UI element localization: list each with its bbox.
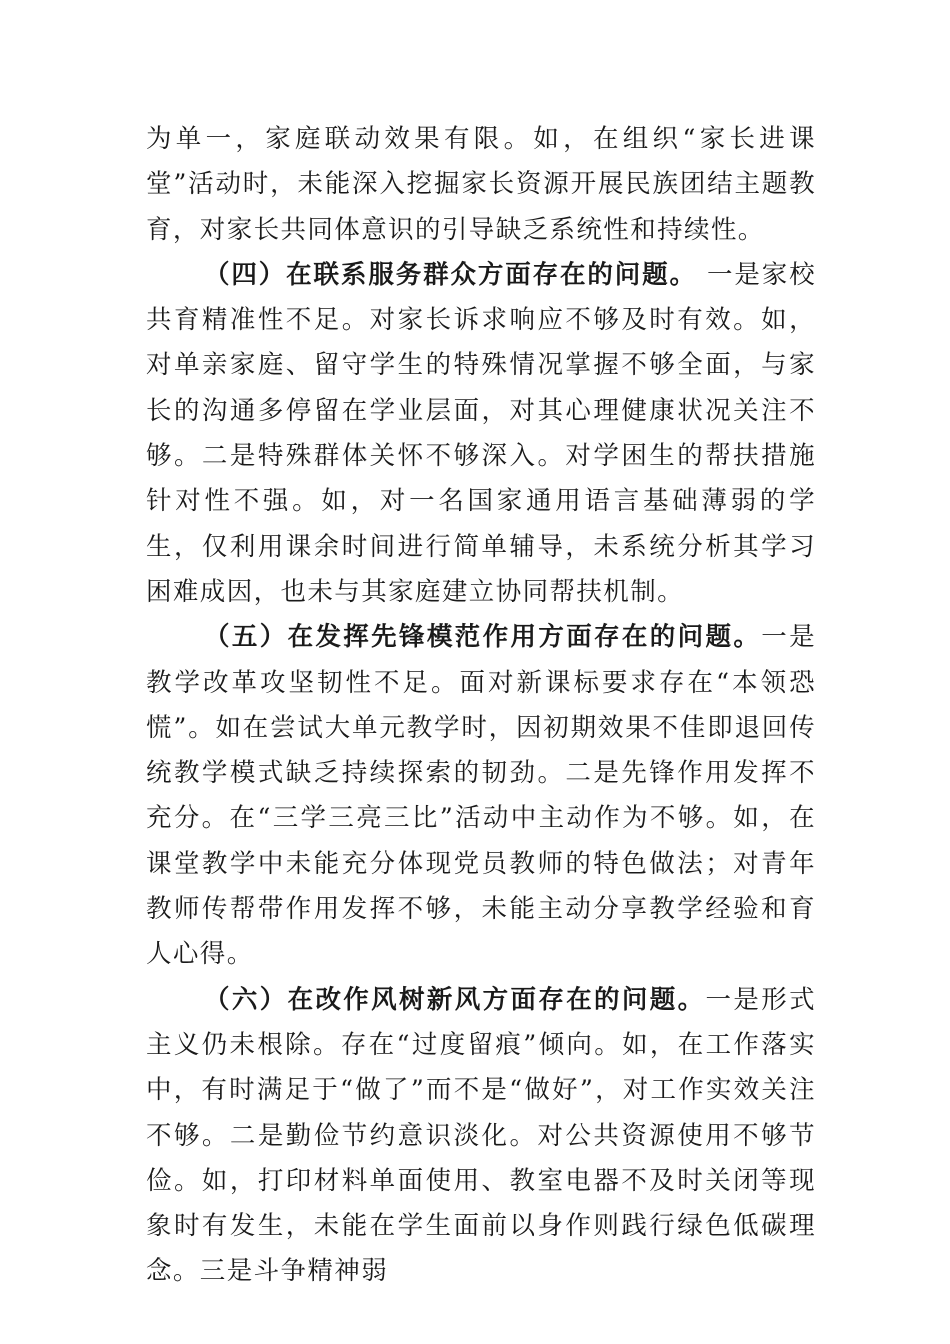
paragraph-continuation [146,117,816,253]
paragraph-section-4 [146,253,816,615]
paragraph-section-6 [146,978,816,1295]
section-5-body: 一是教学改革攻坚韧性不足。面对新课标要求存在“本领恐慌”。如在尝试大单元教学时，因初期效果不佳即退回传统教学模式缺乏持续探索的韧劲。二是先锋作用发挥不充分。在“三学三亮三比”活动中主动作为不够。如，在课堂教学中未能充分体现党员教师的特色做法；对青年教师传帮带作用发挥不够，未能主动分享教学经验和育人心得。 [146,622,816,970]
paragraph-1-body: 为单一，家庭联动效果有限。如，在组织“家长进课堂”活动时，未能深入挖掘家长资源开展民族团结主题教育，对家长共同体意识的引导缺乏系统性和持续性。 [146,124,816,245]
section-4-body: 一是家校共育精准性不足。对家长诉求响应不够及时有效。如，对单亲家庭、留守学生的特殊情况掌握不够全面，与家长的沟通多停留在学业层面，对其心理健康状况关注不够。二是特殊群体关怀不够深入。对学困生的帮扶措施针对性不强。如，对一名国家通用语言基础薄弱的学生，仅利用课余时间进行简单辅导，未系统分析其学习困难成因，也未与其家庭建立协同帮扶机制。 [146,259,817,607]
section-6-body: 一是形式主义仍未根除。存在“过度留痕”倾向。如，在工作落实中，有时满足于“做了”而不是“做好”，对工作实效关注不够。二是勤俭节约意识淡化。对公共资源使用不够节俭。如，打印材料单面使用、教室电器不及时关闭等现象时有发生，未能在学生面前以身作则践行绿色低碳理念。三是斗争精神弱 [146,984,816,1287]
document-body [146,117,816,1295]
section-5-heading: （五）在发挥先锋模范作用方面存在的问题。 [204,622,762,653]
paragraph-section-5 [146,615,816,977]
section-6-heading: （六）在改作风树新风方面存在的问题。 [204,984,706,1015]
section-4-heading: （四）在联系服务群众方面存在的问题。 [204,259,697,290]
